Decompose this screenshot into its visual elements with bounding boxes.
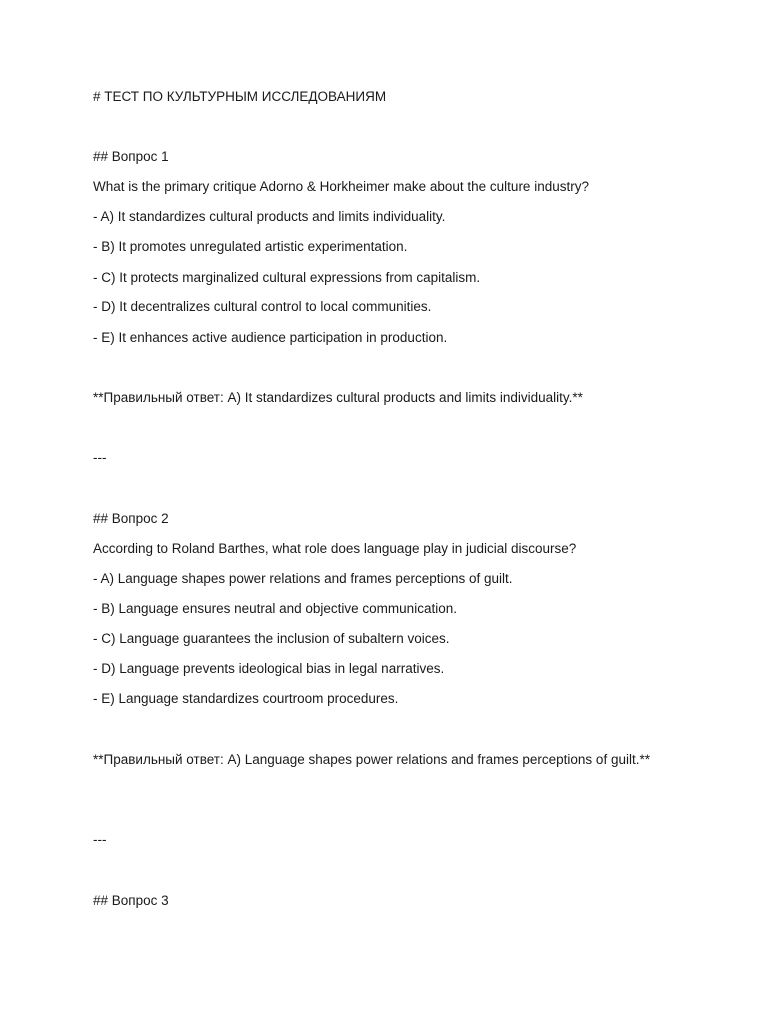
question-2-option-c: - C) Language guarantees the inclusion of subaltern voices. <box>93 631 450 646</box>
question-2-separator: --- <box>93 832 107 847</box>
question-1-option-d: - D) It decentralizes cultural control to local communities. <box>93 299 432 314</box>
question-1-answer: **Правильный ответ: A) It standardizes cultural products and limits individuality.** <box>93 390 583 405</box>
question-2-answer: **Правильный ответ: A) Language shapes power relations and frames perceptions of guilt.** <box>93 752 650 767</box>
question-1-text: What is the primary critique Adorno & Horkheimer make about the culture industry? <box>93 179 589 194</box>
question-1-option-a: - A) It standardizes cultural products and limits individuality. <box>93 209 446 224</box>
question-2-option-b: - B) Language ensures neutral and objective communication. <box>93 601 457 616</box>
question-1-option-c: - C) It protects marginalized cultural expressions from capitalism. <box>93 270 481 285</box>
question-2-option-d: - D) Language prevents ideological bias in legal narratives. <box>93 661 445 676</box>
question-2-option-e: - E) Language standardizes courtroom procedures. <box>93 691 399 706</box>
question-2-heading: ## Вопрос 2 <box>93 511 169 526</box>
question-3-heading: ## Вопрос 3 <box>93 893 169 908</box>
document-title: # ТЕСТ ПО КУЛЬТУРНЫМ ИССЛЕДОВАНИЯМ <box>93 89 387 104</box>
question-2-text: According to Roland Barthes, what role does language play in judicial discourse? <box>93 541 577 556</box>
question-1-option-b: - B) It promotes unregulated artistic experimentation. <box>93 239 408 254</box>
question-1-heading: ## Вопрос 1 <box>93 149 169 164</box>
question-1-separator: --- <box>93 450 107 465</box>
question-2-option-a: - A) Language shapes power relations and frames perceptions of guilt. <box>93 571 513 586</box>
question-1-option-e: - E) It enhances active audience participation in production. <box>93 330 448 345</box>
